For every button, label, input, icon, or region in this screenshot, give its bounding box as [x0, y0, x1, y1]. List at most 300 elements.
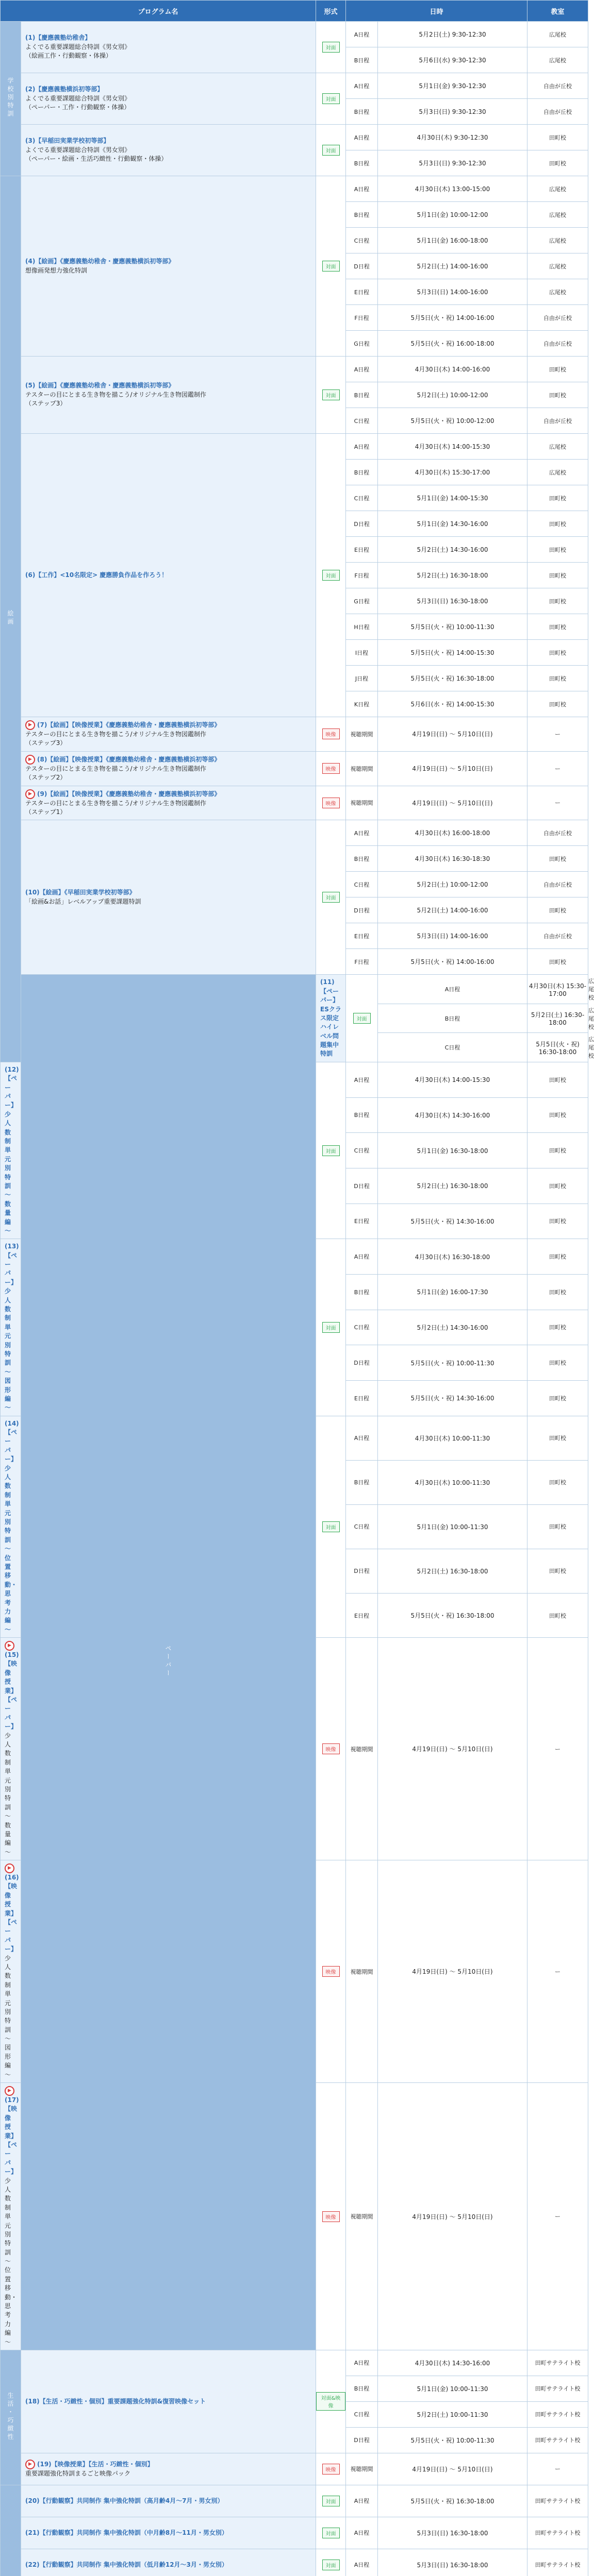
program-line: テスターの目にとまる生き物を描こう/オリジナル生き物図鑑制作 [25, 730, 311, 739]
schedule-datetime: 5月5日(火・祝) 14:30-16:00 [378, 1204, 527, 1239]
program-line: ▶(16)【映像授業】【ペーパー】 [5, 1863, 16, 1954]
program-line: (5)【絵画】《慶應義塾幼稚舎・慶應義塾横浜初等部》 [25, 381, 311, 390]
schedule-datetime: 5月2日(土) 10:00-11:30 [378, 2401, 527, 2427]
program-line: よくでる重要課題総合特訓《男女別》 [25, 94, 311, 103]
in-person-badge: 対面&映像 [316, 2392, 345, 2411]
schedule-room: 広尾校 [527, 279, 588, 305]
format-cell [316, 2549, 346, 2576]
schedule-group: 視聴期間 [346, 751, 378, 786]
schedule-group: A日程 [346, 434, 378, 460]
program-line: (4)【絵画】《慶應義塾幼稚舎・慶應義塾横浜初等部》 [25, 257, 311, 266]
schedule-datetime: 5月5日(火・祝) 16:30-18:00 [378, 666, 527, 691]
program-name[interactable] [21, 717, 316, 752]
program-name[interactable] [21, 2485, 316, 2517]
schedule-room: 田町校 [527, 357, 588, 382]
table-row [1, 2485, 588, 2517]
table-row [1, 22, 588, 47]
schedule-group: C日程 [346, 485, 378, 511]
schedule-room: 田町サテライト校 [527, 2549, 588, 2576]
category-label [1, 2350, 21, 2485]
video-play-icon: ▶ [5, 1641, 14, 1651]
schedule-group: B日程 [346, 47, 378, 73]
program-line: (10)【絵画】《早稲田実業学校初等部》 [25, 888, 311, 897]
category-label [1, 22, 21, 176]
table-row [1, 2350, 588, 2376]
program-name[interactable] [316, 975, 346, 1062]
program-line: 「絵画&お話」レベルアップ重要課題特訓 [25, 897, 311, 906]
schedule-group: D日程 [346, 2427, 378, 2453]
schedule-datetime: 4月30日(木) 14:00-16:00 [378, 357, 527, 382]
schedule-room: 広尾校 [527, 202, 588, 228]
schedule-datetime: 5月2日(土) 14:00-16:00 [378, 897, 527, 923]
category-text: 絵画 [6, 610, 15, 626]
table-row: C日程 5月5日(火・祝) 16:30-18:00 広尾校 [1, 1033, 588, 1062]
in-person-badge: 対面 [322, 42, 340, 53]
schedule-datetime: 5月2日(土) 10:00-12:00 [378, 382, 527, 408]
schedule-group: 視聴期間 [346, 717, 378, 752]
program-name[interactable] [1, 1062, 21, 1239]
schedule-group: E日程 [346, 537, 378, 563]
program-line: ▶ (9)【絵画】【映像授業】《慶應義塾幼稚舎・慶應義塾横浜初等部》 [25, 789, 311, 799]
schedule-datetime: 5月2日(土) 16:30-18:00 [378, 1549, 527, 1593]
in-person-badge: 対面 [322, 2496, 340, 2506]
schedule-group: E日程 [346, 279, 378, 305]
schedule-room: 自由が丘校 [527, 305, 588, 331]
table-row [1, 357, 588, 382]
program-line: ▶(17)【映像授業】【ペーパー】 [5, 2086, 16, 2177]
schedule-group: D日程 [346, 897, 378, 923]
schedule-datetime: 5月3日(日) 16:30-18:00 [378, 2517, 527, 2549]
program-line: （絵画工作・行動観察・体操） [25, 52, 311, 60]
schedule-room: 田町校 [527, 640, 588, 666]
schedule-group: 視聴期間 [346, 786, 378, 820]
schedule-room: 広尾校 [527, 460, 588, 485]
schedule-datetime: 4月30日(木) 14:30-16:00 [378, 2350, 527, 2376]
schedule-room: 田町校 [527, 563, 588, 588]
program-line: （ペーパー・絵画・生活巧緻性・行動観察・体操） [25, 155, 311, 163]
format-cell [316, 786, 346, 820]
schedule-group: B日程 [346, 1097, 378, 1133]
format-cell [316, 2485, 346, 2517]
program-line: ▶(15)【映像授業】【ペーパー】 [5, 1641, 16, 1732]
schedule-datetime: 5月2日(土) 16:30-18:00 [378, 563, 527, 588]
schedule-datetime: 4月30日(木) 9:30-12:30 [378, 125, 527, 150]
schedule-group: B日程 [346, 99, 378, 125]
program-line: ▶ (19)【映像授業】【生活・巧緻性・個別】 [25, 2460, 311, 2469]
schedule-datetime: 4月19日(日) ～ 5月10日(日) [378, 751, 527, 786]
schedule-datetime: 5月6日(水) 9:30-12:30 [378, 47, 527, 73]
schedule-room: ー [527, 786, 588, 820]
schedule-group: B日程 [346, 2376, 378, 2401]
schedule-group: D日程 [346, 511, 378, 537]
video-play-icon: ▶ [25, 2460, 35, 2469]
schedule-datetime: 5月2日(土) 10:00-12:00 [378, 872, 527, 897]
video-play-icon: ▶ [5, 2086, 14, 2096]
schedule-group: D日程 [346, 1168, 378, 1204]
in-person-badge: 対面 [322, 1521, 340, 1532]
schedule-datetime: 4月30日(木) 10:00-11:30 [378, 1460, 527, 1504]
table-row [1, 2549, 588, 2576]
schedule-group: A日程 [346, 357, 378, 382]
schedule-group: A日程 [346, 820, 378, 846]
schedule-group: A日程 [346, 2350, 378, 2376]
schedule-group: 視聴期間 [346, 1638, 378, 1860]
table-row [1, 786, 588, 820]
video-badge: 映像 [322, 763, 340, 774]
table-row [1, 176, 588, 202]
schedule-datetime: 5月5日(火・祝) 14:00-15:30 [378, 640, 527, 666]
program-line: (1)【慶應義塾幼稚舎】 [25, 33, 311, 42]
format-cell [316, 2350, 346, 2453]
program-line: テスターの目にとまる生き物を描こう/オリジナル生き物図鑑制作 [25, 799, 311, 808]
schedule-datetime: 4月30日(木) 14:00-15:30 [378, 434, 527, 460]
schedule-room: ー [527, 1638, 588, 1860]
schedule-group: B日程 [346, 382, 378, 408]
category-label [1, 2485, 21, 2576]
format-cell [316, 1860, 346, 2083]
schedule-datetime: 5月3日(日) 14:00-16:00 [378, 923, 527, 949]
program-name[interactable] [1, 2083, 21, 2350]
schedule-datetime: 4月30日(木) 15:30-17:00 [378, 460, 527, 485]
schedule-datetime: 5月2日(土) 16:30-18:00 [378, 1168, 527, 1204]
schedule-datetime: 4月30日(木) 15:30-17:00 [527, 975, 588, 1004]
schedule-group: E日程 [346, 1593, 378, 1637]
schedule-group: I日程 [346, 640, 378, 666]
program-name[interactable] [21, 434, 316, 717]
schedule-datetime: 5月3日(日) 16:30-18:00 [378, 2549, 527, 2576]
schedule-group: D日程 [346, 1549, 378, 1593]
schedule-datetime: 5月5日(火・祝) 10:00-11:30 [378, 2427, 527, 2453]
schedule-datetime: 5月2日(土) 16:30-18:00 [527, 1004, 588, 1033]
schedule-datetime: 5月1日(金) 14:00-15:30 [378, 485, 527, 511]
program-name[interactable] [21, 820, 316, 975]
schedule-room: 田町校 [527, 1460, 588, 1504]
schedule-room: 田町校 [527, 1097, 588, 1133]
schedule-room: 田町校 [527, 1593, 588, 1637]
in-person-badge: 対面 [322, 892, 340, 903]
program-line: ▶ (8)【絵画】【映像授業】《慶應義塾幼稚舎・慶應義塾横浜初等部》 [25, 755, 311, 765]
schedule-group: B日程 [346, 1274, 378, 1310]
program-name[interactable] [21, 176, 316, 357]
schedule-room: 田町校 [527, 1062, 588, 1097]
program-name[interactable] [21, 22, 316, 73]
schedule-datetime: 5月3日(日) 9:30-12:30 [378, 99, 527, 125]
program-name[interactable] [21, 2453, 316, 2485]
format-cell [316, 1416, 346, 1637]
schedule-group: 視聴期間 [346, 2083, 378, 2350]
program-line: (2)【慶應義塾横浜初等部】 [25, 85, 311, 94]
in-person-badge: 対面 [322, 2528, 340, 2538]
schedule-room: 田町校 [527, 1380, 588, 1416]
schedule-room: 田町校 [527, 588, 588, 614]
schedule-group: C日程 [346, 2401, 378, 2427]
schedule-room: 田町校 [527, 1168, 588, 1204]
schedule-group: A日程 [346, 73, 378, 99]
program-line: (14)【ペーパー】少人数制単元別特訓 ～位置移動・思考力編～ [5, 1419, 16, 1634]
schedule-room: ー [527, 717, 588, 752]
schedule-room: 田町校 [527, 1274, 588, 1310]
schedule-group: G日程 [346, 588, 378, 614]
program-name[interactable] [21, 751, 316, 786]
schedule-datetime: 4月30日(木) 14:30-16:00 [378, 1097, 527, 1133]
format-cell [346, 975, 378, 1062]
table-row [1, 751, 588, 786]
schedule-group: C日程 [346, 1133, 378, 1168]
category-text: ペーパー [164, 1645, 173, 1678]
schedule-group: A日程 [378, 975, 527, 1004]
schedule-datetime: 5月5日(火・祝) 16:30-18:00 [378, 2485, 527, 2517]
program-line: 少人数制単元別特訓 ～数量編～ [5, 1732, 16, 1857]
program-name[interactable] [1, 1239, 21, 1416]
schedule-group: D日程 [346, 1345, 378, 1381]
in-person-badge: 対面 [322, 570, 340, 581]
format-cell [316, 22, 346, 73]
program-name[interactable] [21, 786, 316, 820]
schedule-group: B日程 [346, 846, 378, 872]
program-name[interactable] [21, 357, 316, 434]
schedule-room: 広尾校 [527, 22, 588, 47]
schedule-group: C日程 [346, 1310, 378, 1345]
schedule-datetime: 4月30日(木) 14:00-15:30 [378, 1062, 527, 1097]
schedule-group: C日程 [346, 228, 378, 253]
schedule-room: ー [527, 2453, 588, 2485]
in-person-badge: 対面 [322, 261, 340, 272]
schedule-room: 田町サテライト校 [527, 2485, 588, 2517]
schedule-room: 田町校 [527, 1239, 588, 1275]
schedule-group: B日程 [346, 1460, 378, 1504]
table-row [1, 434, 588, 460]
schedule-datetime: 5月1日(金) 9:30-12:30 [378, 73, 527, 99]
schedule-room: ー [527, 2083, 588, 2350]
format-cell [316, 2453, 346, 2485]
in-person-badge: 対面 [322, 93, 340, 104]
video-play-icon: ▶ [5, 1863, 14, 1873]
schedule-group: C日程 [378, 1033, 527, 1062]
in-person-badge: 対面 [322, 1322, 340, 1333]
schedule-room: 田町校 [527, 949, 588, 975]
format-cell [316, 2517, 346, 2549]
schedule-room: 田町サテライト校 [527, 2350, 588, 2376]
video-play-icon: ▶ [25, 755, 35, 765]
schedule-room: 田町校 [527, 1504, 588, 1549]
table-row [1, 73, 588, 99]
table-row: ペーパー (11)【ペーパー】ESクラス限定 ハイレベル問題集中特訓 対面 A日程 4月30日(木) 15:30-17:00 広尾校 [1, 975, 588, 1004]
schedule-group: C日程 [346, 1504, 378, 1549]
schedule-group: G日程 [346, 331, 378, 357]
header-datetime: 日時 [346, 1, 527, 22]
schedule-room: 田町校 [527, 666, 588, 691]
in-person-badge: 対面 [353, 1013, 371, 1024]
schedule-room: 自由が丘校 [527, 73, 588, 99]
program-line: (21)【行動観察】共同制作 集中強化特訓（中月齢8月～11月・男女別） [25, 2529, 311, 2537]
schedule-room: 田町校 [527, 897, 588, 923]
schedule-room: 田町サテライト校 [527, 2401, 588, 2427]
schedule-datetime: 4月19日(日) ～ 5月10日(日) [378, 2083, 527, 2350]
program-line: (12)【ペーパー】少人数制単元別特訓 ～数量編～ [5, 1065, 16, 1235]
format-cell [316, 1062, 346, 1239]
schedule-datetime: 5月5日(火・祝) 16:30-18:00 [527, 1033, 588, 1062]
program-line: (22)【行動観察】共同制作 集中強化特訓（低月齢12月～3月・男女別） [25, 2561, 311, 2569]
program-line: （ステップ3） [25, 399, 311, 408]
schedule-room: 田町校 [527, 1204, 588, 1239]
video-badge: 映像 [322, 1966, 340, 1977]
schedule-datetime: 5月1日(金) 14:30-16:00 [378, 511, 527, 537]
schedule-group: F日程 [346, 305, 378, 331]
program-name[interactable] [21, 125, 316, 176]
program-name[interactable] [21, 2350, 316, 2453]
schedule-datetime: 5月5日(火・祝) 14:30-16:00 [378, 1380, 527, 1416]
schedule-room: 田町校 [527, 614, 588, 640]
schedule-datetime: 4月30日(木) 10:00-11:30 [378, 1416, 527, 1460]
schedule-body [1, 22, 588, 2576]
schedule-room: 田町校 [527, 1133, 588, 1168]
program-line: （ペーパー・工作・行動観察・体操） [25, 103, 311, 112]
table-row [1, 717, 588, 752]
video-badge: 映像 [322, 2464, 340, 2475]
schedule-datetime: 4月30日(木) 13:00-15:00 [378, 176, 527, 202]
schedule-datetime: 4月30日(木) 16:00-18:00 [378, 820, 527, 846]
schedule-group: E日程 [346, 1204, 378, 1239]
schedule-room: 広尾校 [527, 176, 588, 202]
program-line: (11)【ペーパー】ESクラス限定 ハイレベル問題集中特訓 [320, 978, 341, 1059]
schedule-room: 広尾校 [527, 47, 588, 73]
program-line: （ステップ3） [25, 739, 311, 748]
schedule-datetime: 4月19日(日) ～ 5月10日(日) [378, 2453, 527, 2485]
schedule-room: 自由が丘校 [527, 99, 588, 125]
video-badge: 映像 [322, 1743, 340, 1754]
schedule-datetime: 5月5日(火・祝) 16:30-18:00 [378, 1593, 527, 1637]
schedule-room: 田町校 [527, 1549, 588, 1593]
program-line: 重要課題強化特訓まるごと映像パック [25, 2469, 311, 2478]
schedule-group: A日程 [346, 2549, 378, 2576]
in-person-badge: 対面 [322, 2560, 340, 2570]
in-person-badge: 対面 [322, 1145, 340, 1156]
schedule-group: B日程 [346, 202, 378, 228]
schedule-datetime: 5月3日(日) 14:00-16:00 [378, 279, 527, 305]
format-cell [316, 820, 346, 975]
program-name[interactable] [1, 1416, 21, 1637]
format-cell [316, 176, 346, 357]
program-line: テスターの目にとまる生き物を描こう/オリジナル生き物図鑑制作 [25, 765, 311, 773]
program-name[interactable] [21, 2549, 316, 2576]
schedule-room: 田町サテライト校 [527, 2517, 588, 2549]
format-cell [316, 357, 346, 434]
schedule-datetime: 5月1日(金) 10:00-11:30 [378, 1504, 527, 1549]
schedule-datetime: 5月5日(火・祝) 10:00-12:00 [378, 408, 527, 434]
schedule-group: B日程 [346, 460, 378, 485]
schedule-group: A日程 [346, 1239, 378, 1275]
program-name[interactable] [21, 2517, 316, 2549]
schedule-room: 田町校 [527, 382, 588, 408]
schedule-datetime: 5月1日(金) 16:00-17:30 [378, 1274, 527, 1310]
program-line: ▶ (7)【絵画】【映像授業】《慶應義塾幼稚舎・慶應義塾横浜初等部》 [25, 720, 311, 730]
schedule-datetime: 4月19日(日) ～ 5月10日(日) [378, 1638, 527, 1860]
table-row [1, 2517, 588, 2549]
schedule-group: D日程 [346, 253, 378, 279]
schedule-room: 自由が丘校 [527, 923, 588, 949]
program-line: （ステップ2） [25, 773, 311, 782]
schedule-datetime: 4月19日(日) ～ 5月10日(日) [378, 1860, 527, 2083]
schedule-datetime: 5月1日(金) 10:00-11:30 [378, 2376, 527, 2401]
schedule-datetime: 5月1日(金) 16:00-18:00 [378, 228, 527, 253]
schedule-group: B日程 [346, 150, 378, 176]
schedule-group: J日程 [346, 666, 378, 691]
schedule-datetime: 4月19日(日) ～ 5月10日(日) [378, 717, 527, 752]
table-row [1, 125, 588, 150]
schedule-datetime: 4月19日(日) ～ 5月10日(日) [378, 786, 527, 820]
table-row [1, 2453, 588, 2485]
schedule-group: H日程 [346, 614, 378, 640]
program-name[interactable] [1, 1638, 21, 1860]
schedule-room: 広尾校 [527, 253, 588, 279]
video-badge: 映像 [322, 798, 340, 808]
schedule-room: 田町校 [527, 846, 588, 872]
program-line: (3)【早稲田実業学校初等部】 [25, 137, 311, 145]
schedule-datetime: 5月5日(火・祝) 14:00-16:00 [378, 305, 527, 331]
category-label [21, 975, 316, 2350]
schedule-room: 自由が丘校 [527, 872, 588, 897]
schedule-group: C日程 [346, 872, 378, 897]
schedule-group: A日程 [346, 2485, 378, 2517]
program-line: よくでる重要課題総合特訓《男女別》 [25, 146, 311, 155]
schedule-room: 田町校 [527, 691, 588, 717]
schedule-datetime: 4月30日(木) 16:30-18:00 [378, 1239, 527, 1275]
schedule-group: A日程 [346, 176, 378, 202]
program-line: (13)【ペーパー】少人数制単元別特訓 ～図形編～ [5, 1242, 16, 1412]
schedule-datetime: 5月1日(金) 16:30-18:00 [378, 1133, 527, 1168]
schedule-datetime: 5月3日(日) 16:30-18:00 [378, 588, 527, 614]
header-format: 形式 [316, 1, 346, 22]
header-room: 教室 [527, 1, 588, 22]
schedule-datetime: 5月1日(金) 10:00-12:00 [378, 202, 527, 228]
video-play-icon: ▶ [25, 720, 35, 730]
schedule-room: 自由が丘校 [527, 331, 588, 357]
schedule-room: 田町サテライト校 [527, 2376, 588, 2401]
format-cell [316, 125, 346, 176]
schedule-room: 田町校 [527, 511, 588, 537]
program-line: (20)【行動観察】共同制作 集中強化特訓（高月齢4月～7月・男女別） [25, 2497, 311, 2505]
schedule-room: 自由が丘校 [527, 820, 588, 846]
format-cell [316, 1239, 346, 1416]
program-line: よくでる重要課題総合特訓《男女別》 [25, 43, 311, 52]
schedule-room: ー [527, 1860, 588, 2083]
format-cell [316, 434, 346, 717]
schedule-group: A日程 [346, 22, 378, 47]
schedule-room: 田町校 [527, 150, 588, 176]
video-badge: 映像 [322, 2211, 340, 2222]
program-line: （ステップ1） [25, 808, 311, 817]
schedule-datetime: 5月5日(火・祝) 10:00-11:30 [378, 614, 527, 640]
video-badge: 映像 [322, 728, 340, 739]
schedule-group: E日程 [346, 923, 378, 949]
table-row: B日程 5月2日(土) 16:30-18:00 広尾校 [1, 1004, 588, 1033]
schedule-room: 田町校 [527, 125, 588, 150]
schedule-room: 広尾校 [527, 434, 588, 460]
table-header [1, 1, 588, 22]
schedule-datetime: 4月30日(木) 16:30-18:30 [378, 846, 527, 872]
schedule-group: A日程 [346, 1416, 378, 1460]
schedule-room: 自由が丘校 [527, 408, 588, 434]
category-text: 生活・巧緻性 [6, 2392, 15, 2442]
schedule-datetime: 5月3日(日) 9:30-12:30 [378, 150, 527, 176]
program-line: テスターの目にとまる生き物を描こう/オリジナル生き物図鑑制作 [25, 391, 311, 399]
program-name[interactable] [1, 1860, 21, 2083]
program-name[interactable] [21, 73, 316, 125]
schedule-group: F日程 [346, 949, 378, 975]
format-cell [316, 1638, 346, 1860]
schedule-group: B日程 [378, 1004, 527, 1033]
video-play-icon: ▶ [25, 789, 35, 799]
